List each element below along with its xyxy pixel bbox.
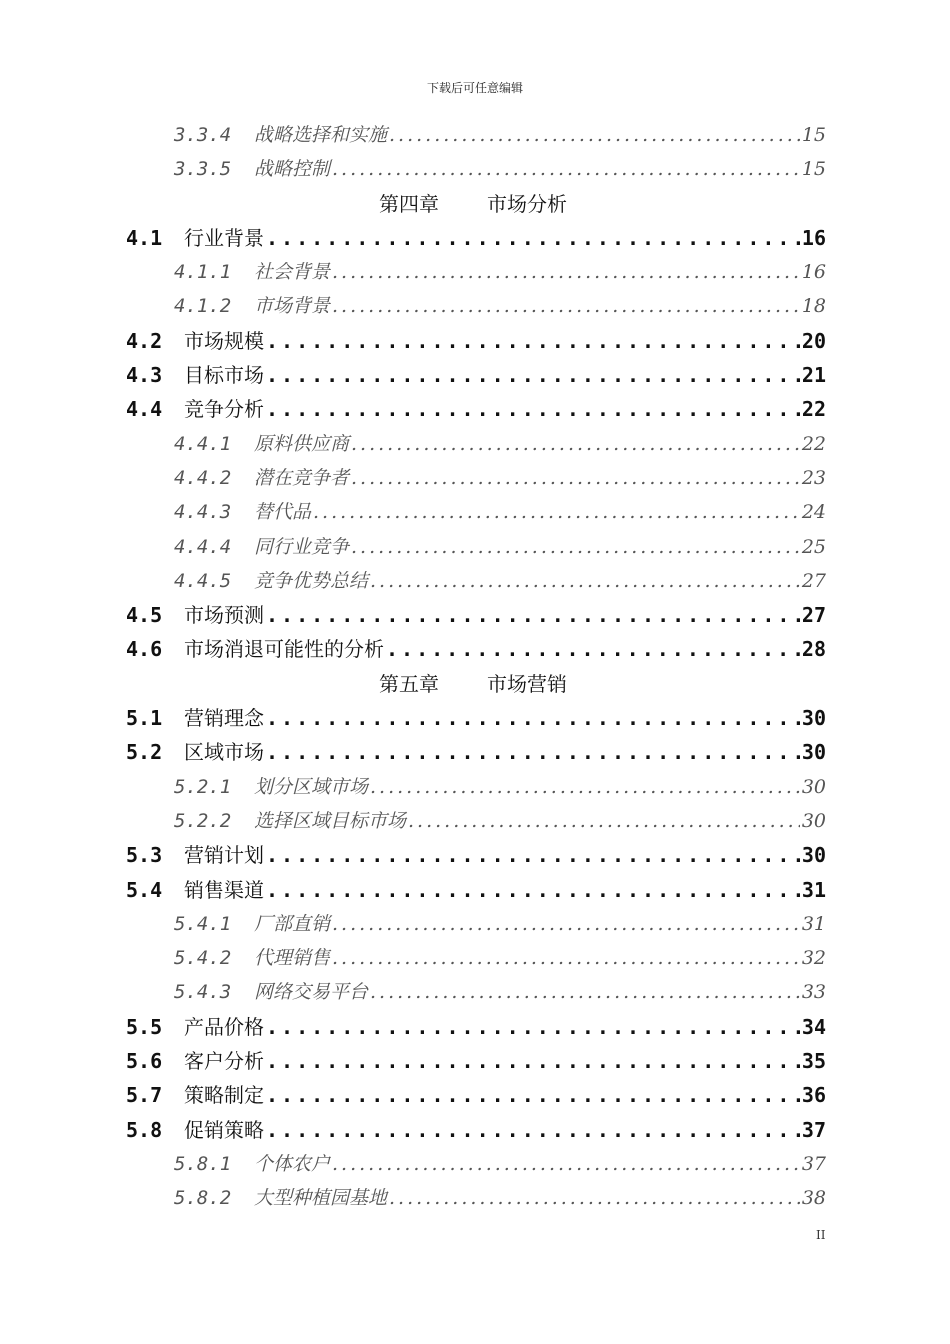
entry-number: 5.1 [126,706,163,731]
entry-title: 原料供应商 [254,432,350,455]
toc-subsection-entry[interactable] [126,564,826,598]
dot-leader [313,495,800,529]
entry-page-number: 34 [801,1014,826,1039]
entry-number: 5.5 [126,1014,163,1039]
toc-subsection-entry[interactable] [126,1181,826,1215]
toc-section-entry[interactable] [126,1113,826,1147]
entry-page-number: 20 [801,328,826,353]
dot-leader [266,1078,800,1112]
entry-number: 5.2.2 [174,809,232,832]
entry-page-number: 15 [801,124,826,146]
dot-leader [266,735,800,769]
entry-number: 5.2.1 [174,775,232,798]
toc-subsection-entry[interactable] [126,427,826,461]
entry-page-number: 37 [801,1152,826,1175]
entry-page-number: 27 [801,569,826,592]
entry-number: 5.7 [126,1083,163,1108]
entry-number: 4.6 [126,637,163,662]
toc-section-entry[interactable] [126,1044,826,1078]
entry-number: 5.4.3 [174,981,232,1004]
entry-number: 5.3 [126,843,163,868]
entry-number: 4.4 [126,397,163,422]
toc-section-entry[interactable] [126,735,826,769]
toc-section-entry[interactable] [126,701,826,735]
entry-number: 5.8 [126,1117,163,1142]
dot-leader [332,907,800,941]
entry-page-number: 23 [801,466,826,489]
toc-section-entry[interactable] [126,1010,826,1044]
entry-page-number: 30 [801,843,826,868]
entry-page-number: 30 [801,740,826,765]
entry-title: 目标市场 [184,363,264,388]
toc-subsection-entry[interactable] [126,530,826,564]
entry-page-number: 30 [801,775,826,798]
entry-title: 潜在竞争者 [254,466,350,489]
toc-section-entry[interactable] [126,324,826,358]
entry-number: 4.4.2 [174,466,232,489]
entry-title: 策略制定 [184,1083,264,1108]
dot-leader [266,324,800,358]
toc-chapter-heading[interactable] [126,667,826,701]
entry-title: 区域市场 [184,740,264,765]
dot-leader [266,701,800,735]
entry-page-number: 27 [801,603,826,628]
entry-page-number: 18 [801,295,826,318]
chapter-title: 市场分析 [487,191,567,216]
toc-section-entry[interactable] [126,358,826,392]
toc-subsection-entry[interactable] [126,152,826,186]
entry-page-number: 28 [801,637,826,662]
chapter-label: 第五章 [379,671,439,696]
entry-title: 促销策略 [184,1117,264,1142]
dot-leader [351,461,800,495]
entry-page-number: 33 [801,981,826,1004]
dot-leader [266,598,800,632]
toc-subsection-entry[interactable] [126,941,826,975]
entry-page-number: 16 [801,261,826,284]
entry-title: 同行业竞争 [254,535,350,558]
toc-chapter-heading[interactable] [126,187,826,221]
toc-subsection-entry[interactable] [126,118,826,152]
entry-page-number: 32 [801,947,826,970]
entry-title: 竞争优势总结 [254,569,369,592]
entry-number: 4.2 [126,328,163,353]
dot-leader [370,770,800,804]
dot-leader [266,1113,800,1147]
entry-title: 客户分析 [184,1049,264,1074]
dot-leader [386,632,800,666]
entry-title: 市场消退可能性的分析 [184,637,384,662]
dot-leader [408,804,800,838]
toc-section-entry[interactable] [126,598,826,632]
dot-leader [332,1147,800,1181]
entry-title: 大型种植园基地 [254,1187,388,1210]
toc-subsection-entry[interactable] [126,255,826,289]
entry-page-number: 15 [801,158,826,181]
dot-leader [266,392,800,426]
entry-page-number: 36 [801,1083,826,1108]
dot-leader [332,941,800,975]
entry-title: 战略控制 [254,158,331,181]
entry-title: 产品价格 [184,1014,264,1039]
entry-title: 战略选择和实施 [254,124,388,146]
entry-page-number: 22 [801,432,826,455]
dot-leader [370,975,800,1009]
entry-page-number: 35 [801,1049,826,1074]
entry-title: 代理销售 [254,947,331,970]
toc-subsection-entry[interactable] [126,1147,826,1181]
entry-title: 替代品 [254,501,312,524]
entry-number: 5.2 [126,740,163,765]
dot-leader [332,152,800,186]
entry-number: 4.5 [126,603,163,628]
entry-number: 3.3.4 [174,124,232,146]
dot-leader [332,289,800,323]
entry-page-number: 22 [801,397,826,422]
dot-leader [266,838,800,872]
dot-leader [332,255,800,289]
entry-page-number: 24 [801,501,826,524]
entry-number: 5.8.2 [174,1187,232,1210]
dot-leader [266,221,800,255]
entry-title: 市场背景 [254,295,331,318]
dot-leader [351,427,800,461]
toc-subsection-entry[interactable] [126,461,826,495]
entry-title: 营销计划 [184,843,264,868]
entry-title: 网络交易平台 [254,981,369,1004]
entry-number: 4.1.1 [174,261,232,284]
entry-number: 5.4.2 [174,947,232,970]
page-number: II [816,1228,826,1242]
entry-page-number: 37 [801,1117,826,1142]
entry-title: 选择区域目标市场 [254,809,407,832]
entry-number: 4.1.2 [174,295,232,318]
entry-title: 厂部直销 [254,912,331,935]
entry-number: 5.8.1 [174,1152,232,1175]
dot-leader [266,1044,800,1078]
entry-number: 4.3 [126,363,163,388]
entry-title: 划分区域市场 [254,775,369,798]
entry-page-number: 16 [801,225,826,250]
chapter-label: 第四章 [379,191,439,216]
dot-leader [266,358,800,392]
entry-title: 竞争分析 [184,397,264,422]
entry-title: 行业背景 [184,225,264,250]
entry-number: 4.4.1 [174,432,232,455]
toc-subsection-entry[interactable] [126,770,826,804]
entry-page-number: 30 [801,809,826,832]
entry-number: 5.4.1 [174,912,232,935]
toc-section-entry[interactable] [126,873,826,907]
toc-subsection-entry[interactable] [126,975,826,1009]
dot-leader [389,118,800,152]
dot-leader [266,1010,800,1044]
dot-leader [389,1181,800,1215]
toc-section-entry[interactable] [126,392,826,426]
toc-subsection-entry[interactable] [126,289,826,323]
page-header: 下载后可任意编辑 [426,81,523,95]
dot-leader [266,873,800,907]
entry-page-number: 25 [801,535,826,558]
chapter-title: 市场营销 [487,671,567,696]
entry-page-number: 30 [801,706,826,731]
toc-section-entry[interactable] [126,632,826,666]
toc-section-entry[interactable] [126,838,826,872]
toc-section-entry[interactable] [126,1078,826,1112]
entry-page-number: 31 [801,877,826,902]
dot-leader [351,530,800,564]
entry-title: 个体农户 [254,1152,331,1175]
entry-title: 销售渠道 [184,877,264,902]
entry-title: 社会背景 [254,261,331,284]
toc-subsection-entry[interactable] [126,495,826,529]
entry-page-number: 21 [801,363,826,388]
entry-title: 市场规模 [184,328,264,353]
dot-leader [370,564,800,598]
entry-page-number: 31 [801,912,826,935]
toc-section-entry[interactable] [126,221,826,255]
table-of-contents [126,118,826,1216]
entry-number: 4.4.4 [174,535,232,558]
entry-title: 营销理念 [184,706,264,731]
entry-number: 4.1 [126,225,163,250]
toc-subsection-entry[interactable] [126,804,826,838]
entry-number: 5.4 [126,877,163,902]
entry-title: 市场预测 [184,603,264,628]
entry-number: 4.4.5 [174,569,232,592]
entry-number: 3.3.5 [174,158,232,181]
toc-subsection-entry[interactable] [126,907,826,941]
entry-page-number: 38 [801,1187,826,1210]
entry-number: 5.6 [126,1049,163,1074]
entry-number: 4.4.3 [174,501,232,524]
